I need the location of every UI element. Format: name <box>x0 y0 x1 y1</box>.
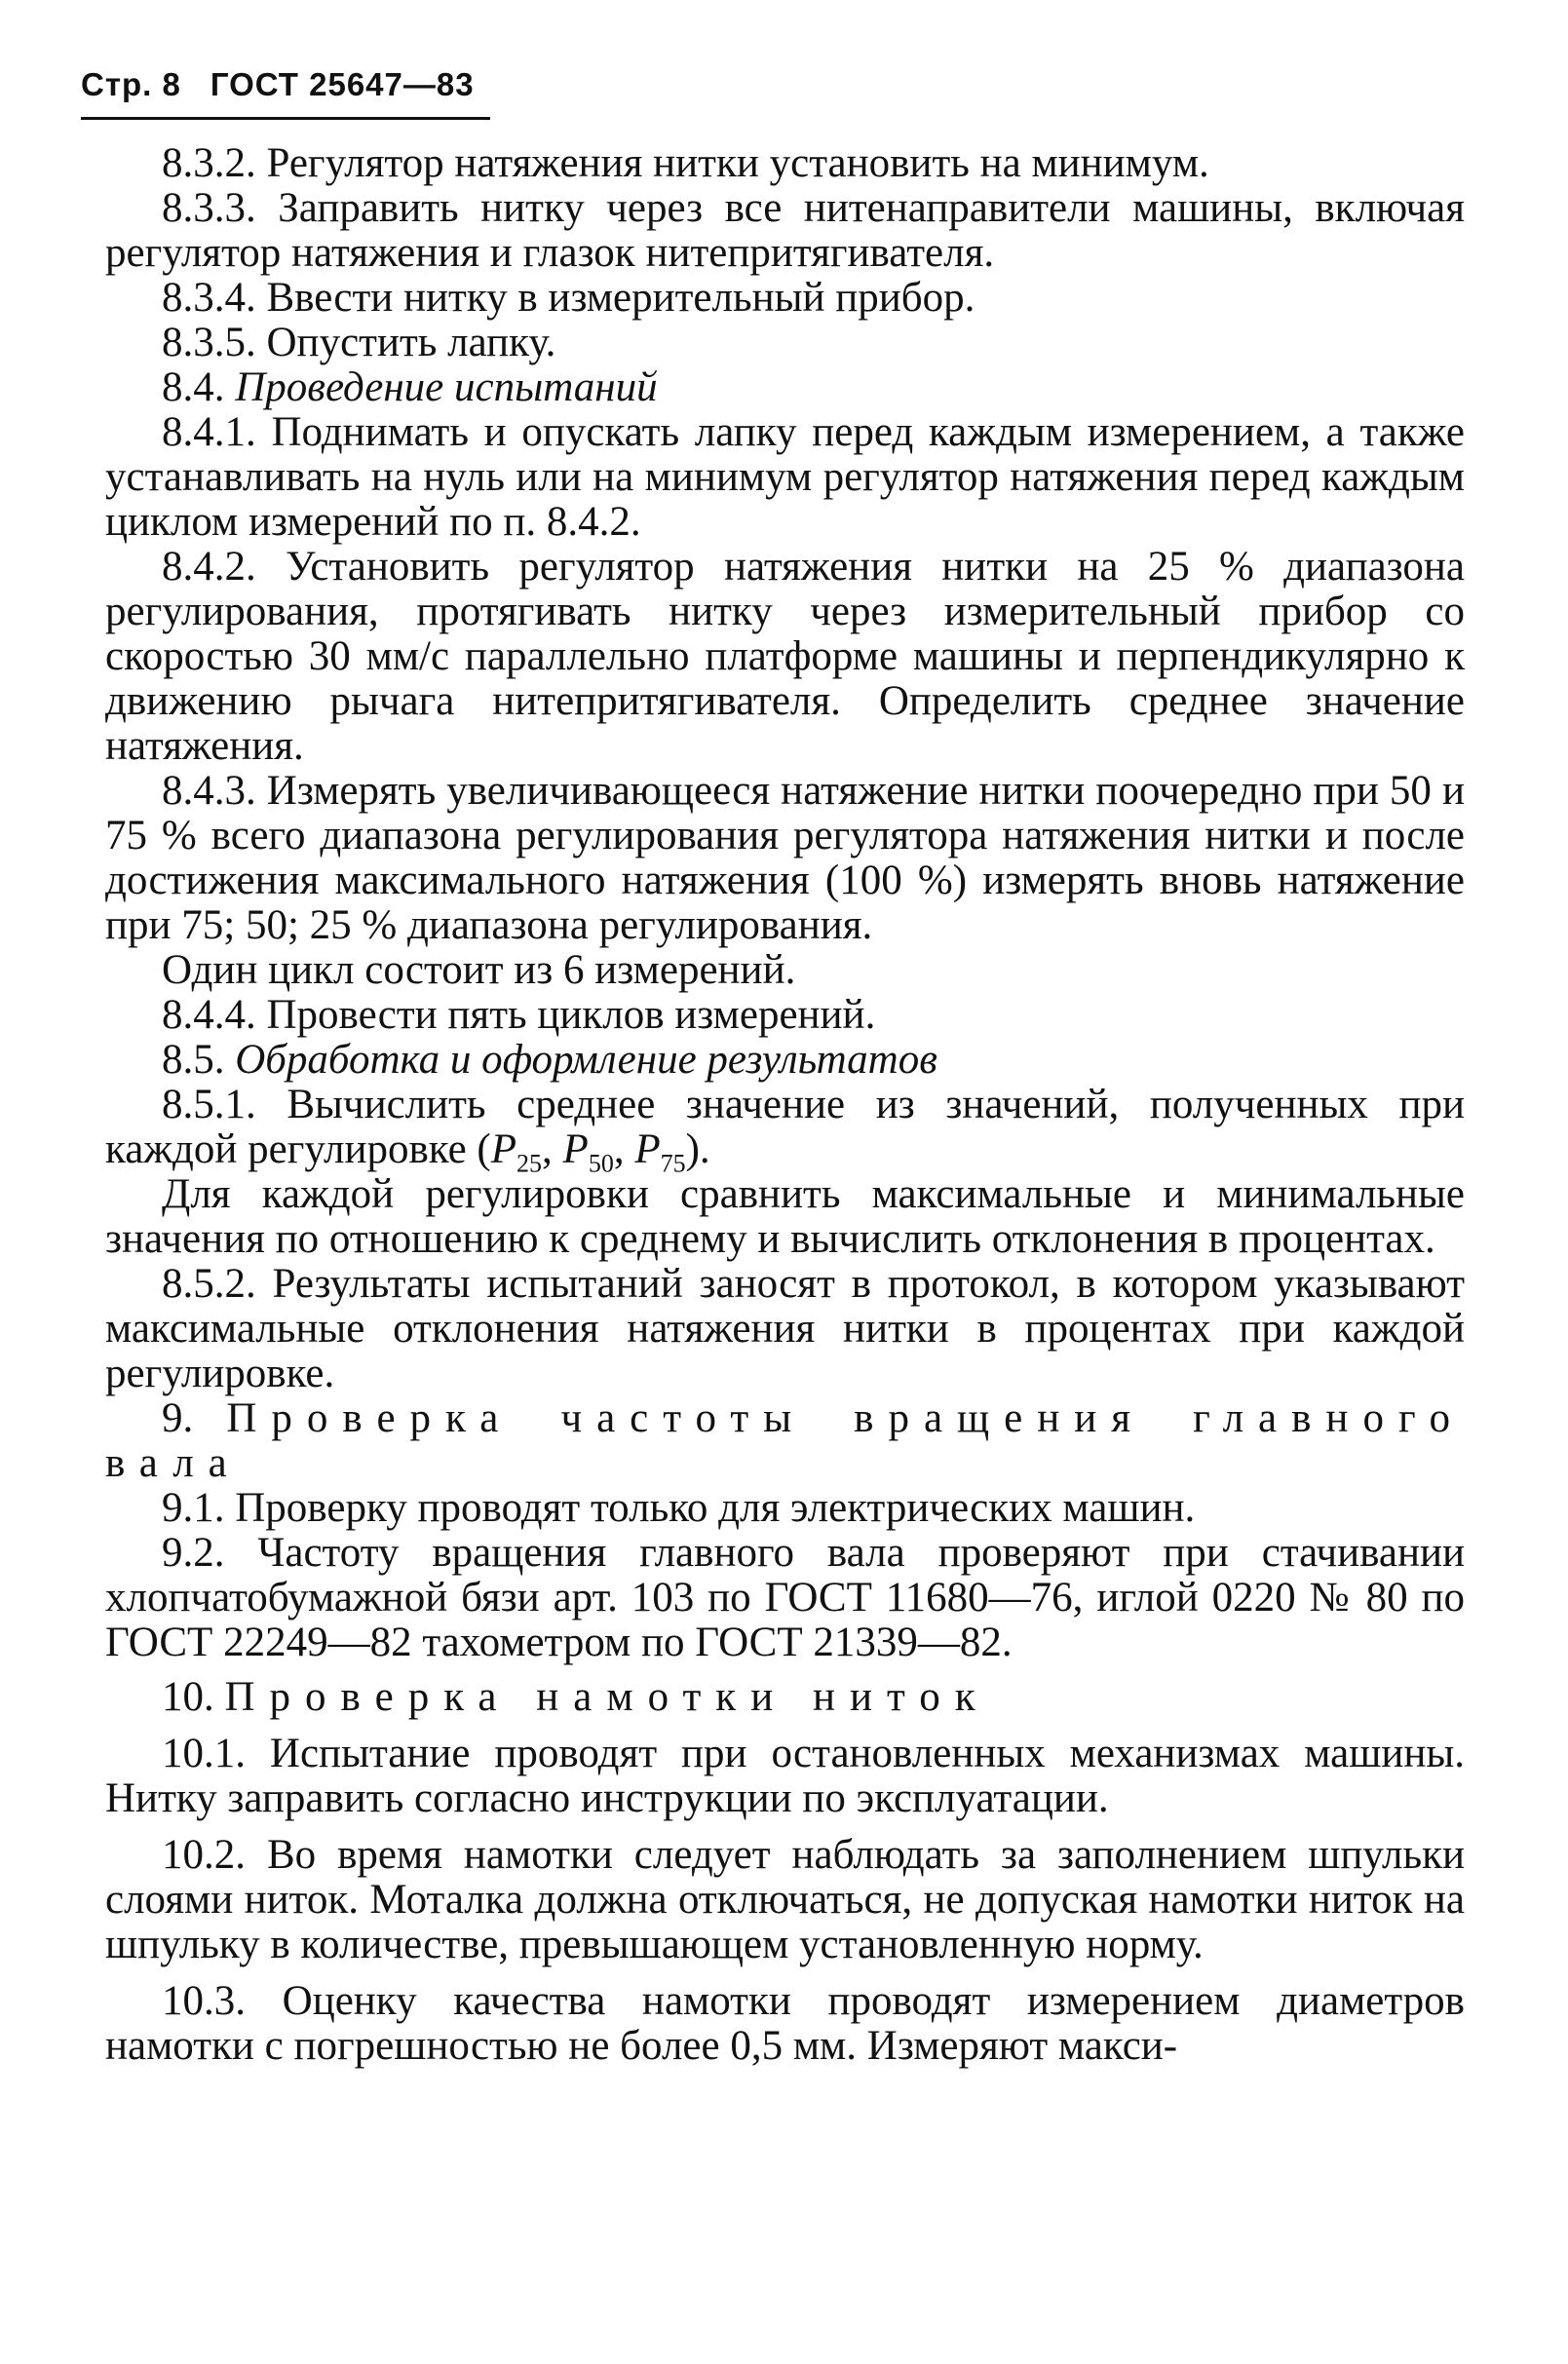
formula-symbol: P <box>490 1126 517 1172</box>
paragraph-8-4-3: 8.4.3. Измерять увеличивающееся натяжение нитки поочередно при 50 и 75 % всего диапазона регулирования регулятора натяжения нитки и после достижения максимального натяжения (100 %) измерять вновь натяжение при 75; 50; 25 % диапазона регулирования. <box>105 768 1465 948</box>
paragraph-8-3-3: 8.3.3. Заправить нитку через все нитенаправители машины, включая регулятор натяжения и глазок нитепритягивателя. <box>105 185 1465 276</box>
formula-close: ). <box>685 1126 710 1172</box>
section-heading-9 <box>105 1396 1465 1486</box>
section-title: Обработка и оформление результатов <box>235 1037 937 1083</box>
paragraph-8-3-4: 8.3.4. Ввести нитку в измерительный прибор. <box>162 275 975 321</box>
formula-symbol: P <box>634 1126 661 1172</box>
section-number: 8.4. <box>162 364 225 410</box>
paragraph-cycle: Один цикл состоит из 6 измерений. <box>162 947 796 993</box>
paragraph-8-4-2: 8.4.2. Установить регулятор натяжения нитки на 25 % диапазона регулирования, протягивать нитку через измерительный прибор со скоростью 30 мм/с параллельно платформе машины и перпендикулярно к движению рычага нитепритягивателя. Определить среднее значение натяжения. <box>105 544 1465 769</box>
paragraph-8-4-1: 8.4.1. Поднимать и опускать лапку перед каждым измерением, а также устанавливать на нуль или на минимум регулятор натяжения перед каждым циклом измерений по п. 8.4.2. <box>105 409 1465 545</box>
section-title: Проверка намотки ниток <box>224 1674 990 1720</box>
formula-separator: , <box>542 1126 563 1172</box>
section-number: 9. <box>162 1395 194 1441</box>
formula-symbol: P <box>562 1126 589 1172</box>
paragraph-10-3: 10.3. Оценку качества намотки проводят измерением диаметров намотки с погрешностью не более 0,5 мм. Измеряют макси- <box>105 1978 1465 2069</box>
section-heading-10 <box>105 1675 1465 1720</box>
section-heading-8-5 <box>105 1038 1465 1083</box>
page-label: Стр. 8 <box>81 66 181 102</box>
section-number: 10. <box>162 1674 214 1720</box>
section-title: Проведение испытаний <box>235 364 658 410</box>
paragraph-deviation: Для каждой регулировки сравнить максимальные и минимальные значения по отношению к среднему и вычислить отклонения в процентах. <box>105 1171 1465 1262</box>
document-body <box>105 141 1465 2069</box>
paragraph-10-1: 10.1. Испытание проводят при остановленных механизмах машины. Нитку заправить согласно инструкции по эксплуатации. <box>105 1731 1465 1821</box>
paragraph-9-2: 9.2. Частоту вращения главного вала проверяют при стачивании хлопчатобумажной бязи арт. 103 по ГОСТ 11680—76, иглой 0220 № 80 по ГОСТ 22249—82 тахометром по ГОСТ 21339—82. <box>105 1530 1465 1665</box>
paragraph-8-4-4: 8.4.4. Провести пять циклов измерений. <box>162 992 876 1038</box>
section-heading-8-4 <box>105 365 1465 410</box>
section-title: Проверка частоты вращения главного вала <box>105 1395 1466 1486</box>
paragraph-8-5-1 <box>105 1082 1465 1178</box>
document-page <box>81 58 1466 2069</box>
standard-number: ГОСТ 25647—83 <box>210 66 475 102</box>
paragraph-9-1: 9.1. Проверку проводят только для электрических машин. <box>162 1485 1196 1531</box>
paragraph-10-2: 10.2. Во время намотки следует наблюдать за заполнением шпульки слоями ниток. Моталка должна отключаться, не допуская намотки ниток на шпульку в количестве, превышающем установленную норму. <box>105 1832 1465 1967</box>
paragraph-8-3-5: 8.3.5. Опустить лапку. <box>162 320 556 365</box>
paragraph-8-5-2: 8.5.2. Результаты испытаний заносят в протокол, в котором указывают максимальные отклонения натяжения нитки в процентах при каждой регулировке. <box>105 1261 1465 1396</box>
formula-subscript: 50 <box>588 1149 614 1178</box>
formula-subscript: 75 <box>660 1149 686 1178</box>
header-rule <box>81 117 490 120</box>
section-number: 8.5. <box>162 1037 225 1083</box>
page-header <box>81 58 1465 111</box>
formula-separator: , <box>613 1126 635 1172</box>
paragraph-text: 8.5.1. Вычислить среднее значение из значений, полученных при каждой регулировке ( <box>105 1082 1465 1172</box>
formula-subscript: 25 <box>516 1149 543 1178</box>
paragraph-8-3-2: 8.3.2. Регулятор натяжения нитки установить на минимум. <box>162 140 1209 186</box>
